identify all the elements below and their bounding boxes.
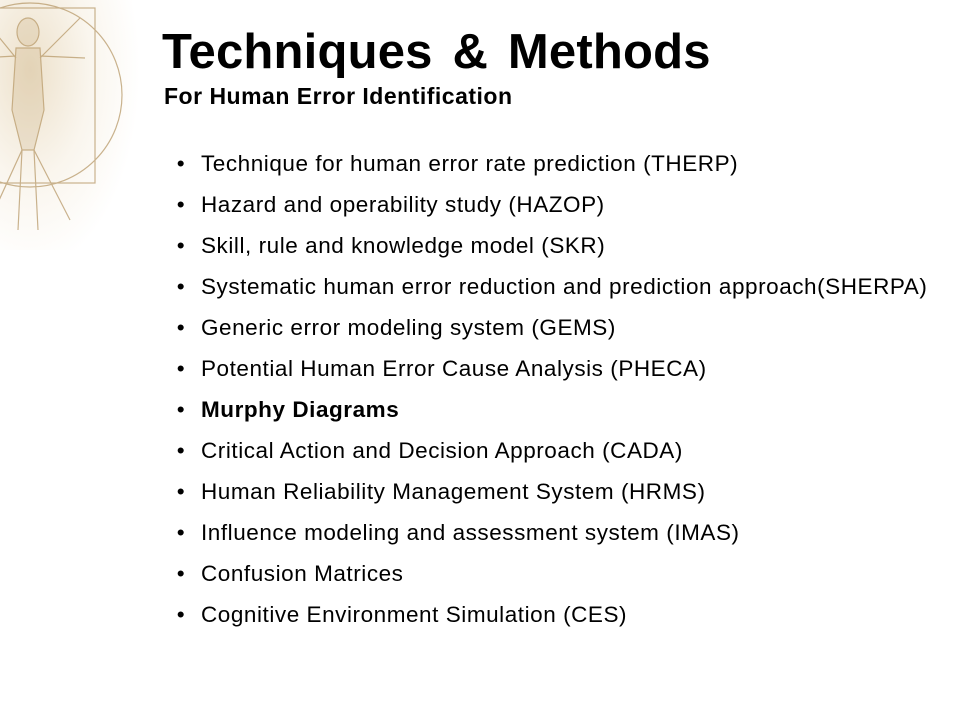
list-item: [172, 225, 932, 266]
list-item: [172, 143, 932, 184]
list-item-text: Skill, rule and knowledge model (SKR): [201, 233, 606, 258]
list-item-text: Cognitive Environment Simulation (CES): [201, 602, 628, 627]
bullet-icon: •: [176, 479, 186, 504]
list-item: [172, 471, 932, 512]
list-item: [172, 553, 932, 594]
slide-title: Techniques & Methods: [162, 25, 711, 79]
list-item: [172, 512, 932, 553]
list-item: [172, 594, 932, 635]
slide-subtitle: For Human Error Identification: [164, 83, 513, 109]
vitruvian-man-sketch-icon: [0, 0, 140, 250]
title-block: [162, 24, 711, 110]
bullet-icon: •: [176, 192, 186, 217]
list-item: [172, 307, 932, 348]
list-item-text: Systematic human error reduction and prediction approach(SHERPA): [201, 274, 928, 299]
list-item-text: Confusion Matrices: [201, 561, 404, 586]
bullet-icon: •: [176, 602, 186, 627]
list-item-text: Hazard and operability study (HAZOP): [201, 192, 605, 217]
bullet-icon: •: [176, 151, 186, 176]
list-item: [172, 348, 932, 389]
bullet-icon: •: [176, 315, 186, 340]
technique-list: [172, 143, 932, 635]
list-item-text: Human Reliability Management System (HRMS): [201, 479, 706, 504]
bullet-icon: •: [176, 274, 186, 299]
bullet-icon: •: [176, 438, 186, 463]
list-item: [172, 430, 932, 471]
list-item-text: Murphy Diagrams: [201, 397, 400, 422]
list-item: [172, 184, 932, 225]
list-item-text: Generic error modeling system (GEMS): [201, 315, 616, 340]
list-item-text: Technique for human error rate prediction (THERP): [201, 151, 739, 176]
bullet-icon: •: [176, 356, 186, 381]
list-item-text: Potential Human Error Cause Analysis (PHECA): [201, 356, 707, 381]
bullet-icon: •: [176, 397, 186, 422]
bullet-icon: •: [176, 561, 186, 586]
bullet-icon: •: [176, 233, 186, 258]
list-item-text: Influence modeling and assessment system (IMAS): [201, 520, 740, 545]
list-item: [172, 266, 932, 307]
list-item: [172, 389, 932, 430]
bullet-icon: •: [176, 520, 186, 545]
list-item-text: Critical Action and Decision Approach (CADA): [201, 438, 683, 463]
